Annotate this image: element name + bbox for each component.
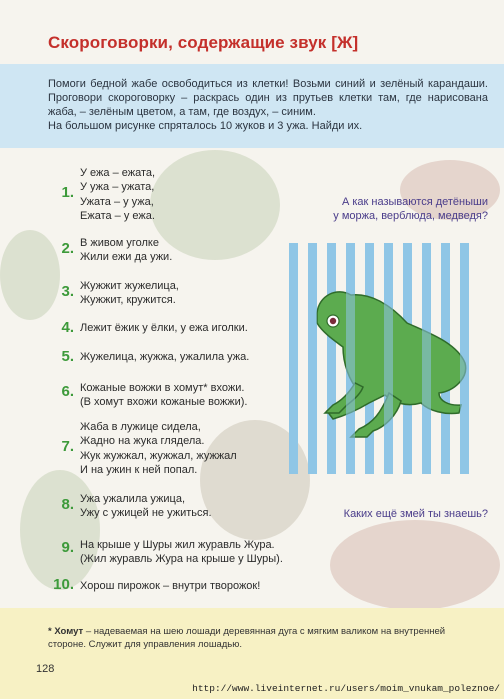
twister-line: Кожаные вожжи в хомут* вхожи. xyxy=(80,382,245,394)
cage-bar xyxy=(460,243,469,474)
twister-line: Жужжит, кружится. xyxy=(80,294,176,307)
instruction-paragraph: На большом рисунке спряталось 10 жуков и 3 ужа. Найди их. xyxy=(48,120,363,132)
twister-line: Ужу с ужицей не ужиться. xyxy=(80,507,212,520)
twister-line: Жужелица, жужжа, ужалила ужа. xyxy=(80,351,250,363)
footnote xyxy=(48,625,478,651)
twister-lines xyxy=(80,279,179,308)
frog-pupil xyxy=(330,318,336,324)
twister-lines xyxy=(80,538,283,567)
page-number: 128 xyxy=(36,663,55,675)
twister-number: 7. xyxy=(61,438,74,455)
cage-bar xyxy=(289,243,298,474)
twister-lines xyxy=(80,492,212,521)
twister-line: Ужата – у ужа, xyxy=(80,195,154,208)
twister-number: 5. xyxy=(61,348,74,365)
twister-line: Ежата – у ежа. xyxy=(80,209,155,222)
cage-bar xyxy=(346,243,355,474)
question-animal-babies xyxy=(333,195,488,223)
footnote-term: * Хомут xyxy=(48,626,84,637)
question-line: у моржа, верблюда, медведя? xyxy=(333,210,488,222)
twister-lines xyxy=(80,321,248,335)
twister-lines xyxy=(80,420,237,477)
twister-number: 2. xyxy=(61,240,74,257)
twister-lines xyxy=(80,579,260,593)
frog-cage-illustration xyxy=(289,243,471,474)
twister-line: Жук жужжал, жужжал, жужжал xyxy=(80,449,237,462)
twister-line: Ужа ужалила ужица, xyxy=(80,493,186,505)
twister-lines xyxy=(80,350,249,364)
twister-line: На крыше у Шуры жил журавль Жура. xyxy=(80,539,275,551)
twister-number: 4. xyxy=(61,319,74,336)
background-foliage xyxy=(20,470,100,590)
twister-line: У ежа – ежата, xyxy=(80,167,156,179)
twister-line: Жили ежи да ужи. xyxy=(80,251,173,264)
twister-line: В живом уголке xyxy=(80,237,159,249)
twister-number: 6. xyxy=(61,383,74,400)
instruction-text xyxy=(48,77,488,133)
twister-number: 10. xyxy=(53,576,74,593)
twister-lines xyxy=(80,381,247,410)
twister-line: Жадно на жука глядела. xyxy=(80,435,205,448)
page-title: Скороговорки, содержащие звук [Ж] xyxy=(48,33,359,52)
twister-number: 3. xyxy=(61,283,74,300)
twister-line: (В хомут вхожи кожаные вожжи). xyxy=(80,396,248,409)
question-line: А как называются детёныши xyxy=(341,196,488,208)
twister-line: Лежит ёжик у ёлки, у ежа иголки. xyxy=(80,322,248,334)
cage-bar xyxy=(384,243,393,474)
twister-lines xyxy=(80,236,172,265)
cage-bar xyxy=(308,243,317,474)
twister-line: Хорош пирожок – внутри творожок! xyxy=(80,580,261,592)
cage-bar xyxy=(327,243,336,474)
question-snakes: Каких ещё змей ты знаешь? xyxy=(343,508,488,520)
twister-line: И на ужин к ней попал. xyxy=(80,463,198,476)
instruction-paragraph: Помоги бедной жабе освободиться из клетки! Возьми синий и зелёный карандаши. Проговори скороговорку – раскрась один из прутьев клетки там, где нарисована жаба, – зелёным цветом, а там, где воздух, – синим. xyxy=(48,78,488,118)
twister-line: Жаба в лужице сидела, xyxy=(80,421,201,433)
twister-lines xyxy=(80,166,155,223)
twister-number: 1. xyxy=(61,184,74,201)
twister-line: У ужа – ужата, xyxy=(80,181,155,194)
cage-bar xyxy=(422,243,431,474)
twister-number: 9. xyxy=(61,539,74,556)
background-foliage xyxy=(330,520,500,610)
source-watermark: http://www.liveinternet.ru/users/moim_vnukam_poleznoe/ xyxy=(192,683,500,694)
twister-line: Жужжит жужелица, xyxy=(80,280,179,292)
footnote-text: – надеваемая на шею лошади деревянная дуга с мягким валиком на внутренней стороне. Служит для управления лошадью. xyxy=(48,626,446,650)
twister-line: (Жил журавль Жура на крыше у Шуры). xyxy=(80,553,283,566)
twister-number: 8. xyxy=(61,496,74,513)
